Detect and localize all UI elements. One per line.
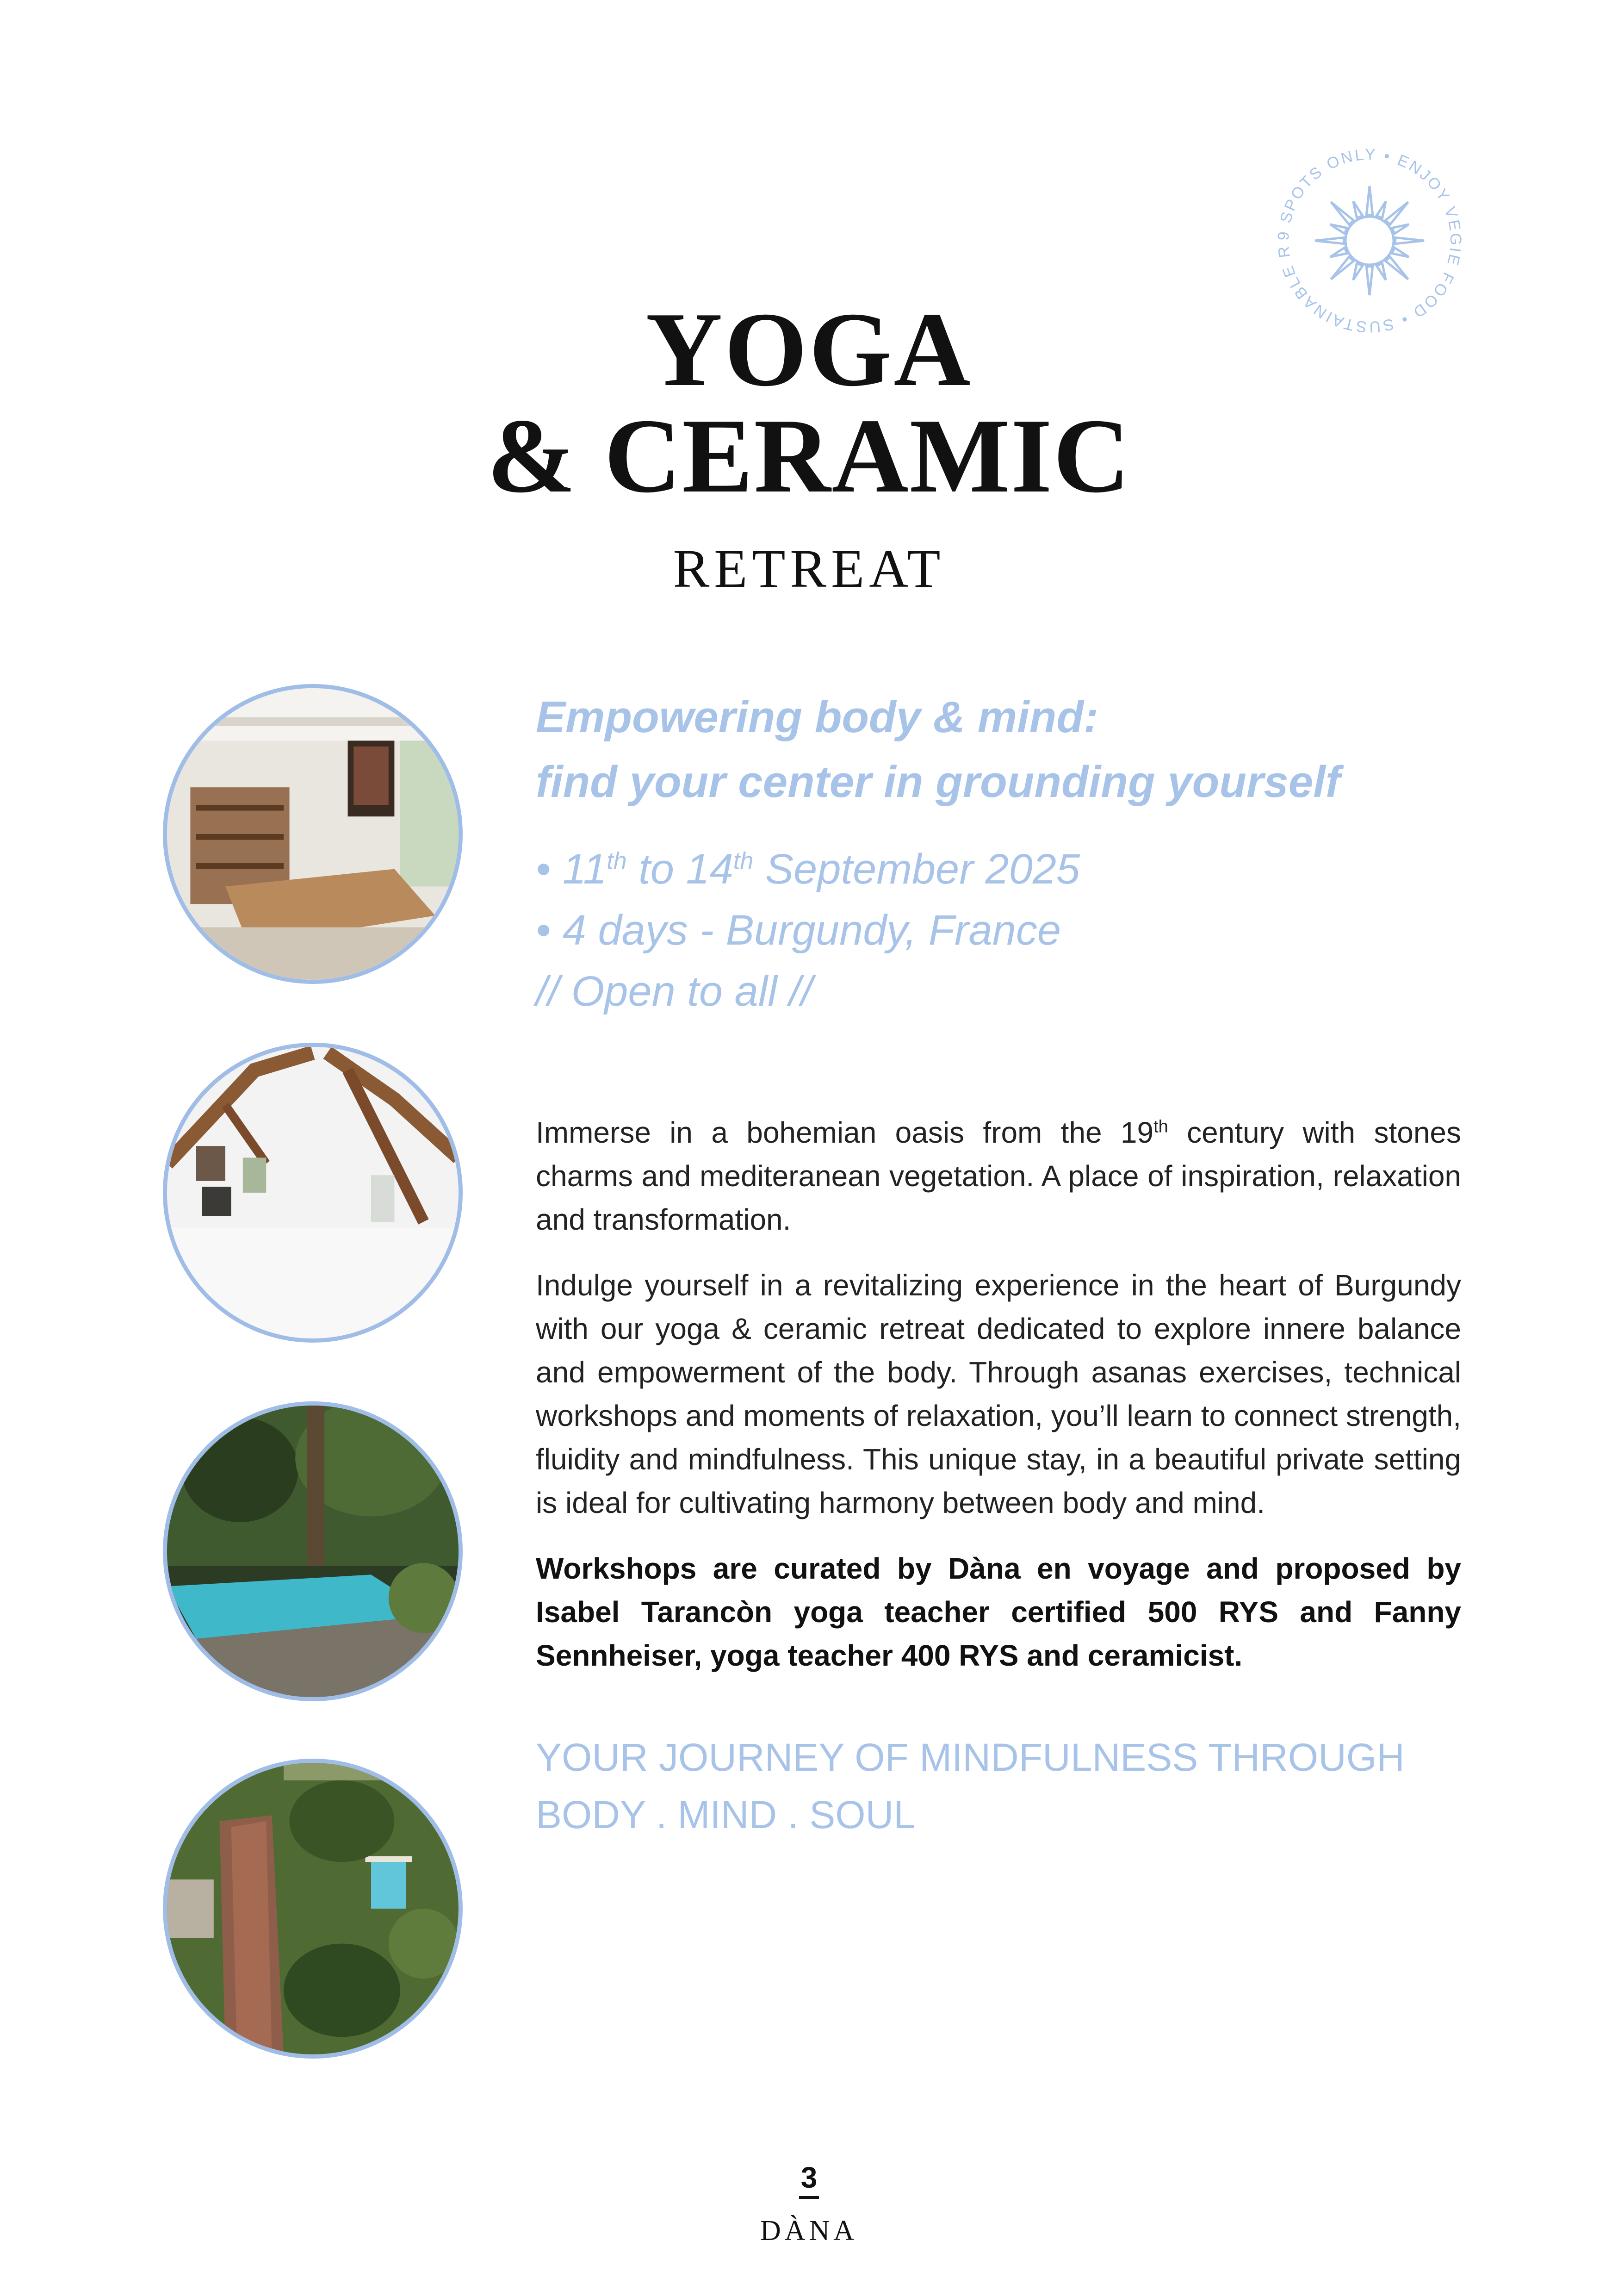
retreat-details xyxy=(536,839,1554,1022)
sun-ray xyxy=(1386,202,1408,225)
photo-aerial xyxy=(163,1759,463,2059)
sun-ray xyxy=(1366,186,1372,215)
sun-ray xyxy=(1315,237,1344,243)
journey-line2: BODY . MIND . SOUL xyxy=(536,1793,915,1836)
sun-ray xyxy=(1376,263,1386,280)
title-ceramic: & CERAMIC xyxy=(487,397,1131,515)
tagline xyxy=(536,685,1554,815)
sun-ray xyxy=(1392,248,1409,257)
sun-ray xyxy=(1330,248,1347,257)
title-yoga: YOGA xyxy=(645,290,973,408)
photo-pool xyxy=(163,1401,463,1701)
journey-tagline xyxy=(536,1729,1554,1843)
tagline-line1: Empowering body & mind: xyxy=(536,692,1098,742)
sun-ray xyxy=(1386,257,1408,280)
tagline-line2: find your center in grounding yourself xyxy=(536,757,1340,807)
photo-studio xyxy=(163,684,463,984)
brand-logo: DÀNA xyxy=(760,2215,858,2246)
sun-ray xyxy=(1376,201,1386,218)
sun-ray xyxy=(1395,237,1424,243)
title-block xyxy=(0,290,1618,599)
page-number: 3 xyxy=(0,2160,1618,2195)
photo-hall xyxy=(163,1043,463,1343)
paragraph-workshops: Workshops are curated by Dàna en voyage and proposed by Isabel Tarancòn yoga teacher certified 500 RYS and Fanny Sennheiser, yoga teacher 400 RYS and ceramicist. xyxy=(536,1552,1461,1672)
sun-ray xyxy=(1353,201,1363,218)
sun-ray xyxy=(1331,202,1354,225)
retreat-dates: • 11th to 14th September 2025 xyxy=(536,846,1080,893)
stamp-text: 9 SPOTS ONLY • ENJOY VEGIE FOOD • SUSTAINABLE R xyxy=(1274,145,1465,336)
sun-ray xyxy=(1392,224,1409,234)
retreat-audience: // Open to all // xyxy=(536,968,813,1015)
title-retreat: RETREAT xyxy=(673,538,945,599)
journey-line1: YOUR JOURNEY OF MINDFULNESS THROUGH xyxy=(536,1736,1405,1779)
sun-ray xyxy=(1366,267,1372,295)
sun-ray xyxy=(1353,263,1363,280)
retreat-location: • 4 days - Burgundy, France xyxy=(536,907,1061,954)
paragraph-experience: Indulge yourself in a revitalizing experience in the heart of Burgundy with our yoga & ceramic retreat dedicated to explore innere balance and empowerment of the body. Through asanas exercises, technical workshops and moments of relaxation, you’ll learn to connect strength, fluidity and mindfulness. This unique stay, in a beautiful private setting is ideal for cultivating harmony between body and mind. xyxy=(536,1269,1461,1519)
sun-icon xyxy=(1315,186,1424,295)
sun-ray xyxy=(1331,257,1354,280)
sun-ray xyxy=(1330,224,1347,234)
paragraph-oasis: Immerse in a bohemian oasis from the 19th century with stones charms and mediteranean vegetation. A place of inspiration, relaxation and transformation. xyxy=(536,1116,1462,1236)
body-text xyxy=(536,1111,1461,1699)
